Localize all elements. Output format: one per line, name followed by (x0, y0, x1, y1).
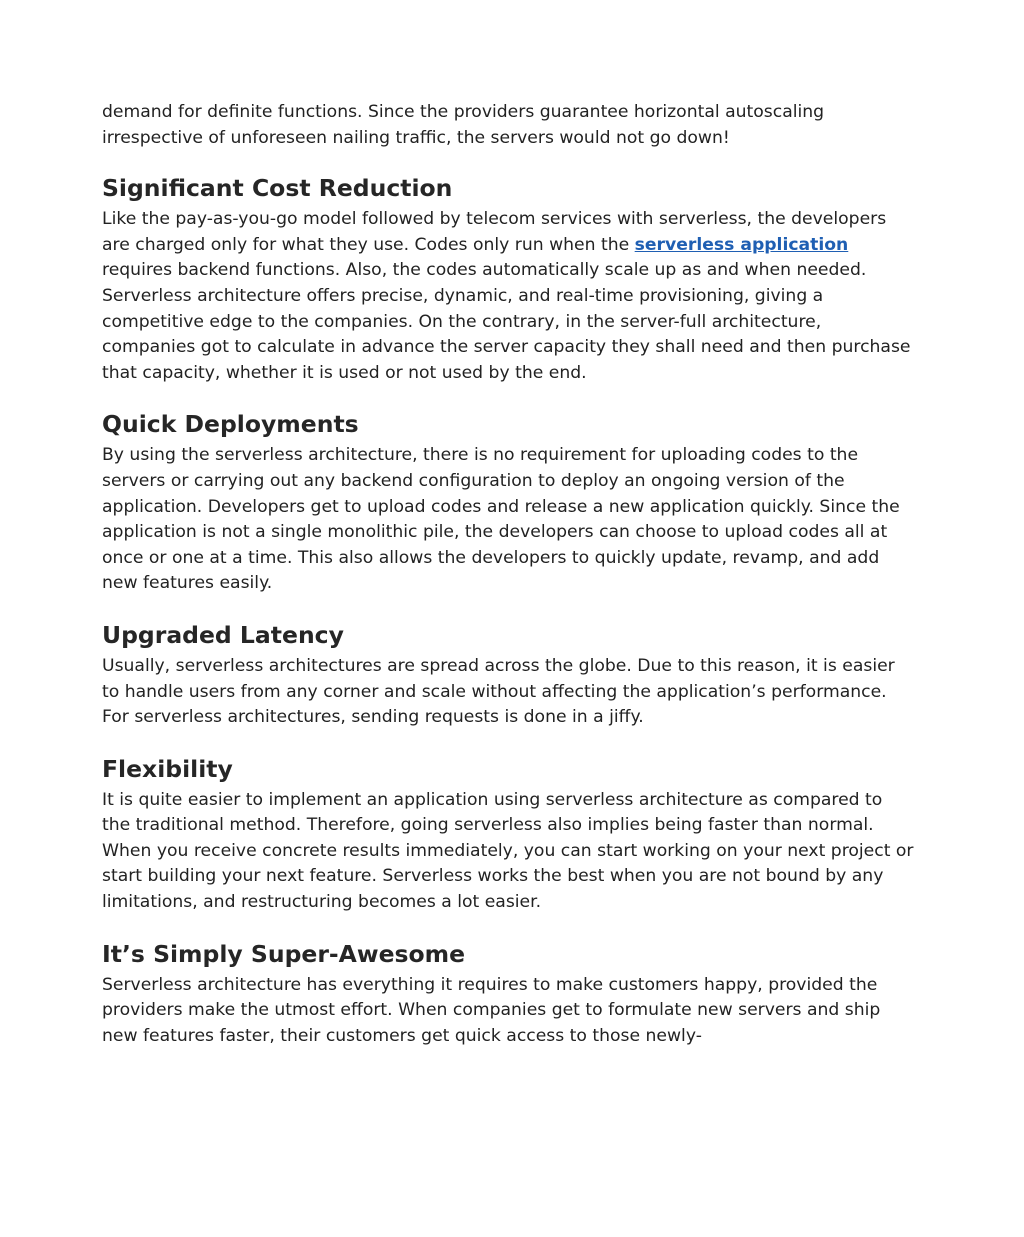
document-page (102, 100, 914, 1072)
section-paragraph: It is quite easier to implement an application using serverless architecture as compared to the traditional method. Therefore, going serverless also implies being faster than normal. When you receive concrete results immediately, you can start working on your next project or start building your next feature. Serverless works the best when you are not bound by any limitations, and restructuring becomes a lot easier. (102, 789, 914, 913)
section-quick-deployments (102, 409, 914, 597)
paragraph-text: Like the pay-as-you-go model followed by telecom services with serverless, the developers are charged only for what they use. Codes only run when the (102, 209, 887, 255)
intro-paragraph: demand for definite functions. Since the providers guarantee horizontal autoscaling irrespective of unforeseen nailing traffic, the servers would not go down! (102, 102, 825, 148)
section-heading: Upgraded Latency (102, 620, 344, 649)
section-heading: Flexibility (102, 754, 233, 783)
section-flexibility (102, 754, 914, 916)
section-heading: Quick Deployments (102, 410, 359, 439)
section-super-awesome (102, 939, 914, 1050)
serverless-application-link[interactable]: serverless application (634, 234, 849, 255)
section-paragraph: Usually, serverless architectures are spread across the globe. Due to this reason, it is easier to handle users from any corner and scale without affecting the application’s performance. For serverless architectures, sending requests is done in a jiffy. (102, 655, 895, 728)
paragraph-text: requires backend functions. Also, the codes automatically scale up as and when needed. Serverless architecture offers precise, dynamic, and real-time provisioning, giving a competitive edge to the companies. On the contrary, in the server-full architecture, companies got to calculate in advance the server capacity they shall need and then purchase that capacity, whether it is used or not used by the end. (102, 260, 911, 383)
section-paragraph: By using the serverless architecture, there is no requirement for uploading codes to the servers or carrying out any backend configuration to deploy an ongoing version of the application. Developers get to upload codes and release a new application quickly. Since the application is not a single monolithic pile, the developers can choose to upload codes all at once or one at a time. This also allows the developers to quickly update, revamp, and add new features easily. (102, 445, 900, 594)
section-paragraph: Serverless architecture has everything it requires to make customers happy, provided the providers make the utmost effort. When companies get to formulate new servers and ship new features faster, their customers get quick access to those newly- (102, 974, 881, 1046)
section-cost-reduction (102, 173, 914, 386)
section-heading: It’s Simply Super-Awesome (102, 939, 466, 968)
section-heading: Significant Cost Reduction (102, 174, 453, 203)
section-paragraph (102, 207, 914, 386)
section-upgraded-latency (102, 620, 914, 731)
